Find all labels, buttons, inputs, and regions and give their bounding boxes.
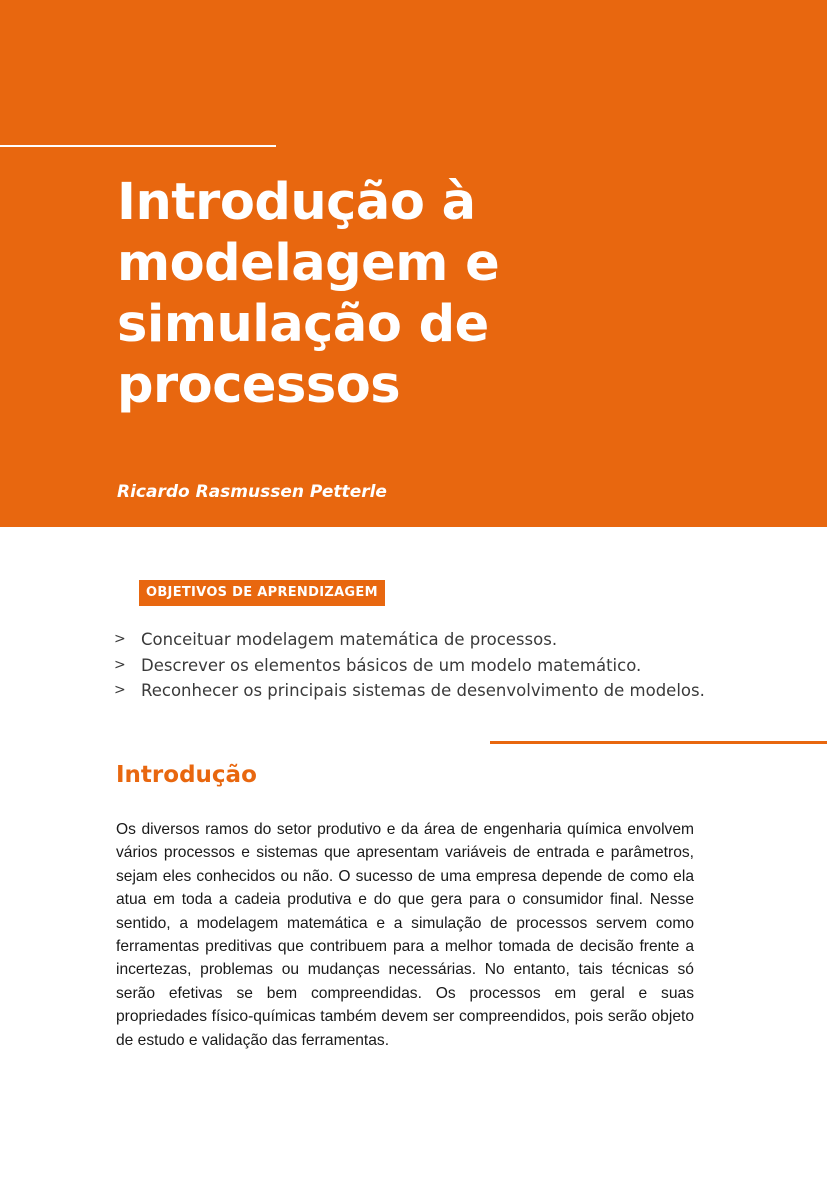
chapter-author: Ricardo Rasmussen Petterle: [117, 482, 387, 502]
chapter-title: [117, 172, 777, 416]
chapter-title-line: Introdução à: [117, 173, 476, 232]
section-heading: Introdução: [116, 762, 257, 788]
section-divider: [490, 741, 827, 744]
chapter-header: [0, 0, 827, 527]
objective-item: [114, 678, 754, 704]
objectives-badge: OBJETIVOS DE APRENDIZAGEM: [139, 580, 385, 606]
chapter-title-line: modelagem e: [117, 234, 500, 293]
objectives-list: [114, 627, 754, 704]
objective-text: Reconhecer os principais sistemas de desenvolvimento de modelos.: [141, 681, 705, 700]
chevron-right-icon: >: [114, 682, 126, 698]
objective-text: Conceituar modelagem matemática de processos.: [141, 630, 558, 649]
objective-item: [114, 627, 754, 653]
chevron-right-icon: >: [114, 656, 126, 673]
header-divider: [0, 145, 276, 147]
chapter-title-line: simulação de: [117, 295, 489, 354]
intro-paragraph: Os diversos ramos do setor produtivo e da área de engenharia química envolvem vários processos e sistemas que apresentam variáveis de entrada e parâmetros, sejam eles conhecidos ou não. O sucesso de uma empresa depende de como ela atua em toda a cadeia produtiva e do que gera para o consumidor final. Nesse sentido, a modelagem matemática e a simulação de processos servem como ferramentas preditivas que contribuem para a melhor tomada de decisão frente a incertezas, problemas ou mudanças necessárias. No entanto, tais técnicas só serão efetivas se bem compreendidas. Os processos em geral e suas propriedades físico-químicas também devem ser compreendidos, pois serão objeto de estudo e validação das ferramentas.: [116, 821, 694, 1049]
objective-item: [114, 653, 754, 679]
chapter-title-line: processos: [117, 356, 401, 415]
chevron-right-icon: >: [114, 631, 126, 647]
objective-text: Descrever os elementos básicos de um modelo matemático.: [141, 655, 642, 675]
